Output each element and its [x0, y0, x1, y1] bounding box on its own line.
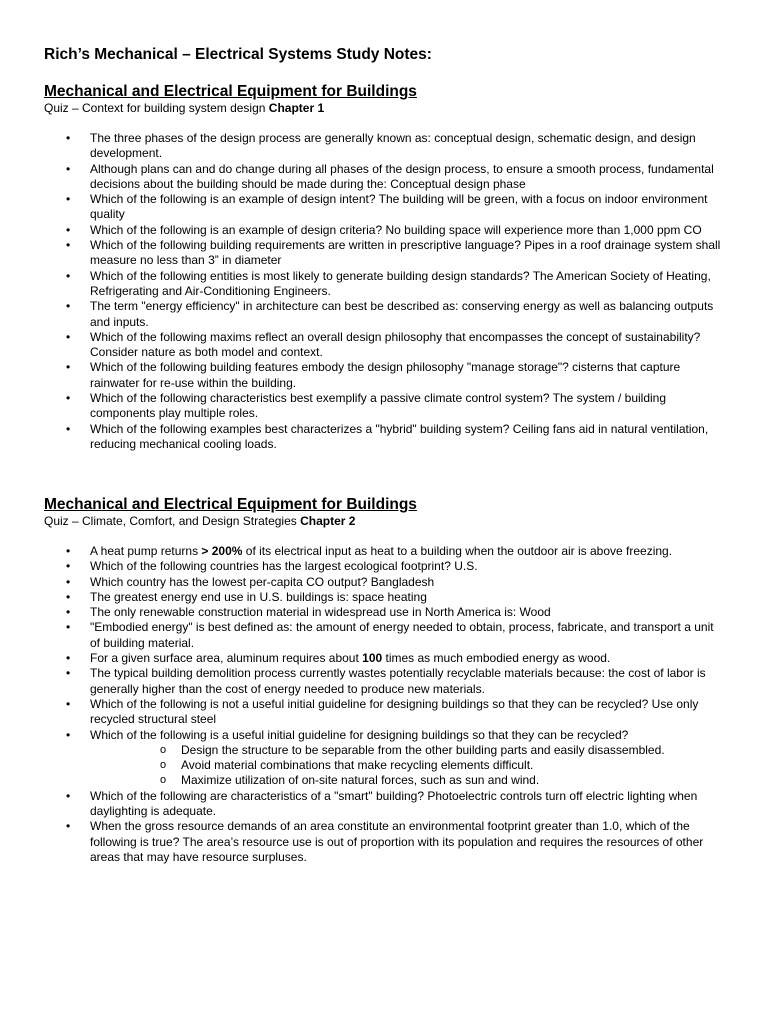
bullet-text: Which of the following building features embody the design philosophy "manage storage"? cisterns that capture rainwater for re-use within the building. [90, 360, 681, 390]
section-subtitle [44, 514, 724, 529]
bullet-item [44, 605, 724, 620]
bullet-text: Which of the following characteristics best exemplify a passive climate control system? The system / building components play multiple roles. [90, 391, 667, 421]
bullet-text: Which of the following entities is most likely to generate building design standards? The American Society of Heating, Refrigerating and Air-Conditioning Engineers. [90, 268, 711, 298]
bullet-item [44, 238, 724, 269]
sub-list-item: o Maximize utilization of on-site natural forces, such as sun and wind. [90, 773, 724, 788]
bullet-text: of its electrical input as heat to a building when the outdoor air is above freezing. [242, 544, 673, 558]
bullet-item [44, 559, 724, 574]
bullet-item [44, 299, 724, 330]
bullet-item [44, 360, 724, 391]
bullet-item [44, 728, 724, 789]
chapter-label: Chapter 1 [268, 101, 325, 115]
bullet-text: Which of the following is a useful initial guideline for designing buildings so that they can be recycled? [90, 727, 629, 742]
bullet-text: Which of the following is not a useful initial guideline for designing buildings so that they can be recycled? Use only recycled structural steel [90, 696, 699, 727]
sub-list-item: o Avoid material combinations that make recycling elements difficult. [90, 758, 724, 773]
bullet-item [44, 819, 724, 865]
bullet-text: Which of the following countries has the largest ecological footprint? U.S. [90, 559, 478, 574]
bullet-text: "Embodied energy" is best defined as: the amount of energy needed to obtain, process, fabricate, and transport a unit of building material. [90, 620, 714, 650]
bullet-item [44, 590, 724, 605]
bullet-item [44, 651, 724, 666]
bullet-item [44, 422, 724, 453]
bullet-text: Which of the following are characteristics of a "smart" building? Photoelectric controls turn off electric lighting when daylighting is adequate. [90, 788, 698, 819]
section-heading: Mechanical and Electrical Equipment for Buildings [44, 496, 417, 513]
bullet-text: The greatest energy end use in U.S. buildings is: space heating [90, 589, 427, 604]
bullet-item [44, 131, 724, 162]
bullet-list [44, 544, 724, 865]
bullet-text: Which of the following is an example of design intent? The building will be green, with a focus on indoor environment quality [90, 192, 708, 222]
chapter-label: Chapter 2 [300, 514, 356, 528]
bullet-item [44, 544, 724, 559]
bullet-item [44, 162, 724, 193]
section-heading: Mechanical and Electrical Equipment for Buildings [44, 83, 417, 100]
bullet-item [44, 192, 724, 223]
section-chapter-1 [44, 82, 724, 452]
bullet-text: Which of the following examples best characterizes a "hybrid" building system? Ceiling fans aid in natural ventilation, reducing mechanical cooling loads. [90, 421, 709, 451]
bullet-item [44, 575, 724, 590]
bullet-item [44, 330, 724, 361]
bullet-text: When the gross resource demands of an area constitute an environmental footprint greater than 1.0, which of the following is true? The area’s resource use is out of proportion with its population and requires the resources of other areas that may have resource surpluses. [90, 819, 704, 864]
quiz-title: Quiz – Context for building system design [44, 101, 269, 115]
document-title: Rich’s Mechanical – Electrical Systems Study Notes: [44, 46, 432, 63]
bullet-list [44, 131, 724, 452]
bullet-bold-value: > 200% [201, 544, 243, 558]
bullet-text: Which of the following is an example of design criteria? No building space will experience more than 1,000 ppm CO [90, 222, 702, 237]
bullet-text: The term "energy efficiency" in architecture can best be described as: conserving energy as well as balancing outputs and inputs. [90, 299, 714, 329]
bullet-text: Although plans can and do change during all phases of the design process, to ensure a smooth process, fundamental decisions about the building should be made during the: Conceptual design phase [90, 161, 714, 191]
bullet-item [44, 269, 724, 300]
bullet-item [44, 789, 724, 820]
bullet-text: For a given surface area, aluminum requires about [90, 651, 363, 666]
bullet-text: The typical building demolition process currently wastes potentially recyclable materials because: the cost of labor is generally higher than the cost of energy needed to produce new materials. [90, 666, 706, 696]
bullet-item [44, 391, 724, 422]
bullet-text: The three phases of the design process are generally known as: conceptual design, schematic design, and design development. [90, 131, 696, 161]
section-chapter-2 [44, 495, 724, 865]
bullet-item [44, 223, 724, 238]
bullet-item [44, 697, 724, 728]
bullet-text: times as much embodied energy as wood. [382, 651, 611, 666]
bullet-text: Which of the following building requirements are written in prescriptive language? Pipes in a roof drainage system shall measure no less than 3” in diameter [90, 238, 721, 268]
quiz-title: Quiz – Climate, Comfort, and Design Strategies [44, 514, 301, 528]
sub-list [90, 743, 724, 789]
bullet-item [44, 666, 724, 697]
bullet-text: Which country has the lowest per-capita CO output? Bangladesh [90, 574, 435, 589]
bullet-text: A heat pump returns [90, 544, 202, 558]
section-subtitle [44, 101, 724, 116]
bullet-item [44, 620, 724, 651]
bullet-text: The only renewable construction material in widespread use in North America is: Wood [90, 605, 551, 620]
bullet-bold-value: 100 [362, 651, 383, 666]
sub-list-item: o Design the structure to be separable from the other building parts and easily disassembled. [90, 743, 724, 758]
bullet-text: Which of the following maxims reflect an overall design philosophy that encompasses the concept of sustainability? Consider nature as both model and context. [90, 329, 701, 360]
